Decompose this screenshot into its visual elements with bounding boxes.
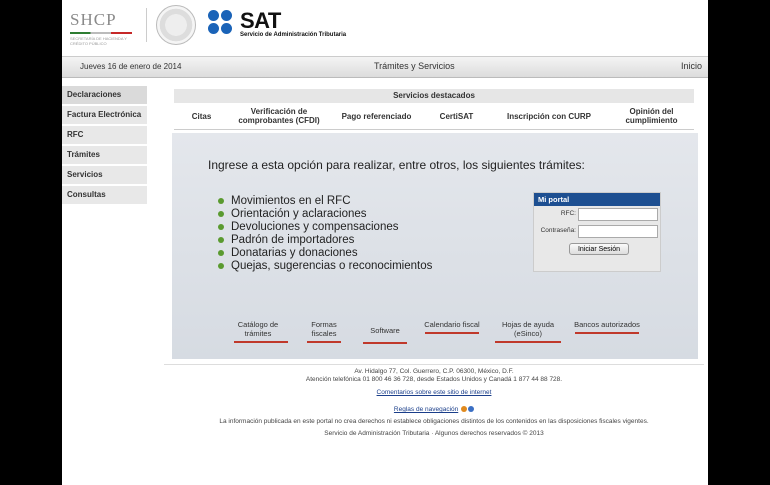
password-label: Contraseña: (540, 227, 576, 234)
bullet-icon (218, 224, 224, 230)
service-pago-referenciado[interactable]: Pago referenciado (341, 111, 412, 121)
list-item-label: Devoluciones y compensaciones (231, 221, 399, 233)
national-seal-icon (156, 5, 196, 45)
featured-services-row (174, 103, 694, 130)
footer-copyright: Servicio de Administración Tributaria · Algunos derechos reservados © 2013 (324, 430, 544, 437)
link-calendario-fiscal[interactable] (424, 320, 480, 334)
bullet-icon (218, 250, 224, 256)
shcp-logo[interactable] (70, 10, 140, 46)
list-item[interactable] (218, 234, 432, 247)
main-panel (172, 133, 698, 359)
link-label: Calendario fiscal (424, 320, 480, 329)
top-band (62, 56, 708, 78)
navigation-rules-link[interactable]: Reglas de navegación (393, 406, 459, 413)
shcp-flag-bar (70, 32, 132, 34)
link-hojas-ayuda[interactable] (494, 320, 562, 343)
list-item[interactable] (218, 221, 432, 234)
login-box (533, 192, 661, 272)
service-verificacion-cfdi[interactable]: Verificación de comprobantes (CFDI) (238, 107, 320, 125)
sat-wordmark: SAT (240, 8, 281, 33)
service-opinion-cumplimiento[interactable]: Opinión del cumplimiento (625, 107, 678, 125)
featured-services-heading: Servicios destacados (174, 89, 694, 103)
list-item[interactable] (218, 195, 432, 208)
link-label: Bancos autorizados (574, 320, 640, 329)
rfc-label: RFC: (560, 210, 576, 217)
bullet-icon (218, 198, 224, 204)
sidebar-item-servicios[interactable]: Servicios (62, 166, 147, 186)
list-item-label: Orientación y aclaraciones (231, 208, 367, 220)
accessibility-icon-2 (468, 406, 474, 412)
list-item[interactable] (218, 260, 432, 273)
sidebar-item-consultas[interactable]: Consultas (62, 186, 147, 206)
sat-subtitle: Servicio de Administración Tributaria (240, 32, 347, 38)
sat-logo-icon[interactable] (208, 10, 236, 36)
link-underline (363, 342, 407, 344)
sidebar-item-rfc[interactable]: RFC (62, 126, 147, 146)
link-underline (575, 332, 639, 334)
password-input[interactable] (578, 225, 658, 238)
link-software[interactable] (362, 326, 408, 344)
sidebar-nav (62, 86, 147, 206)
sidebar-item-tramites[interactable]: Trámites (62, 146, 147, 166)
list-item-label: Donatarias y donaciones (231, 247, 358, 259)
link-label: Formas fiscales (311, 320, 337, 338)
list-item-label: Padrón de importadores (231, 234, 355, 246)
footer-address: Av. Hidalgo 77, Col. Guerrero, C.P. 06300, México, D.F. (354, 368, 514, 375)
link-underline (425, 332, 479, 334)
list-item[interactable] (218, 247, 432, 260)
link-bancos-autorizados[interactable] (574, 320, 640, 334)
link-formas-fiscales[interactable] (306, 320, 342, 343)
link-underline (495, 341, 561, 343)
sidebar-item-factura-electronica[interactable]: Factura Electrónica (62, 106, 147, 126)
accessibility-icon (461, 406, 467, 412)
tramites-list (218, 195, 432, 273)
bullet-icon (218, 237, 224, 243)
list-item-label: Quejas, sugerencias o reconocimientos (231, 260, 433, 272)
login-button[interactable]: Iniciar Sesión (569, 243, 629, 255)
login-title: Mi portal (534, 193, 660, 206)
list-item[interactable] (218, 208, 432, 221)
link-label: Hojas de ayuda (eSinco) (501, 320, 555, 338)
shcp-subtitle: SECRETARÍA DE HACIENDA Y CRÉDITO PÚBLICO (70, 36, 127, 46)
service-inscripcion-curp[interactable]: Inscripción con CURP (506, 111, 591, 121)
page (62, 0, 708, 485)
footer-disclaimer: La información publicada en este portal no crea derechos ni establece obligaciones distintos de los contenidos en las disposiciones fiscales vigentes. (219, 418, 649, 425)
service-certisat[interactable]: CertiSAT (439, 111, 474, 121)
bullet-icon (218, 263, 224, 269)
service-citas[interactable]: Citas (191, 111, 212, 121)
comments-link[interactable]: Comentarios sobre este sitio de internet (376, 389, 492, 396)
main-intro: Ingrese a esta opción para realizar, entre otros, los siguientes trámites: (208, 158, 585, 172)
featured-services (174, 89, 694, 129)
link-catalogo-tramites[interactable] (234, 320, 282, 343)
header-divider (146, 8, 147, 42)
link-underline (234, 341, 288, 343)
home-link[interactable]: Inicio (680, 61, 702, 71)
footer-phone: Atención telefónica 01 800 46 36 728, desde Estados Unidos y Canadá 1 877 44 88 728. (305, 376, 563, 383)
current-date: Jueves 16 de enero de 2014 (80, 62, 182, 71)
rfc-input[interactable] (578, 208, 658, 221)
list-item-label: Movimientos en el RFC (231, 195, 351, 207)
header (62, 0, 708, 50)
navigation-rules (164, 406, 704, 413)
footer-divider (164, 364, 704, 365)
bullet-icon (218, 211, 224, 217)
link-underline (307, 341, 341, 343)
link-label: Catálogo de trámites (237, 320, 279, 338)
section-title: Trámites y Servicios (374, 61, 455, 71)
shcp-wordmark: SHCP (70, 10, 117, 29)
sidebar-item-declaraciones[interactable]: Declaraciones (62, 86, 147, 106)
link-label: Software (370, 326, 400, 335)
